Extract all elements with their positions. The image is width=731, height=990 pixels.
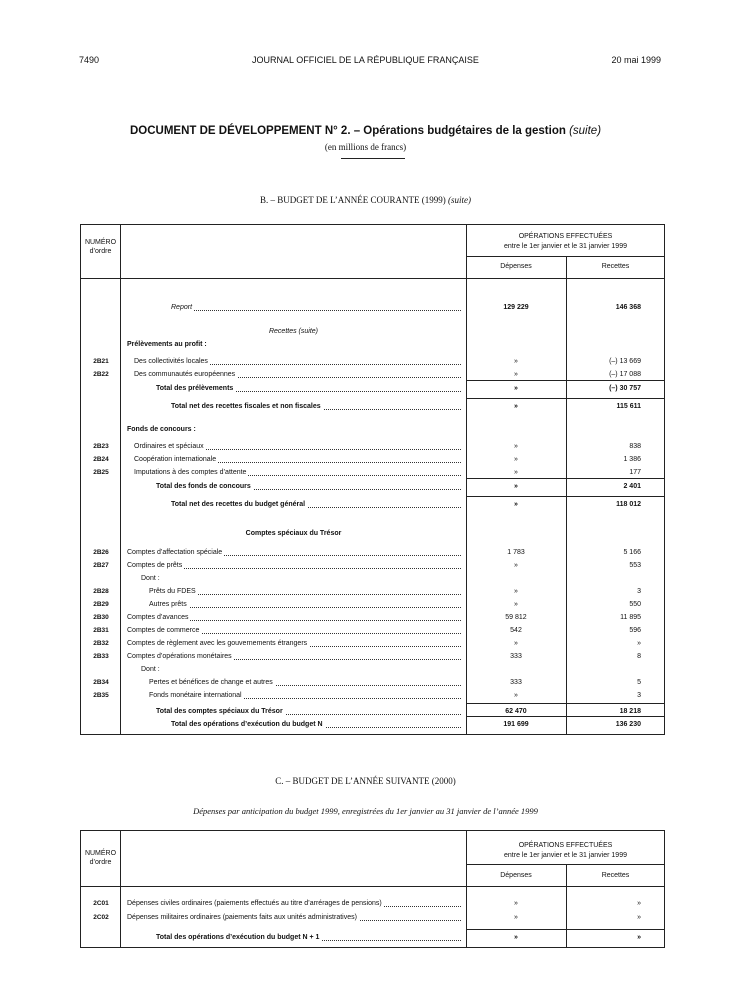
row-code: 2B28 [93,588,109,595]
recettes-value: 8 [637,653,641,660]
depenses-value: » [514,601,518,608]
row-label-text: Report [171,304,193,311]
row-label [134,368,237,381]
document-title-suffix: (suite) [569,125,602,137]
row-label [127,559,184,572]
numero-header [81,849,120,867]
section-b-heading-suffix: (suite) [448,195,471,205]
total-rule [466,380,665,381]
recettes-value: 136 230 [615,721,641,728]
table-row [81,498,666,511]
recettes-value: (–) 17 088 [609,371,641,378]
row-label [134,440,206,453]
depenses-value: 1 783 [507,549,525,556]
depenses-value: » [514,469,518,476]
table-row [81,911,666,924]
recettes-value: » [637,900,641,907]
table-row [81,572,666,585]
leader-dots [149,598,461,608]
row-label-text: Comptes de règlement avec les gouvernements étrangers [127,640,308,647]
recettes-value: 596 [629,627,641,634]
row-code: 2B30 [93,614,109,621]
table-row [81,423,666,436]
table-row [81,718,666,731]
depenses-value: 333 [510,679,522,686]
table-row [81,527,666,540]
row-code: 2B22 [93,371,109,378]
depenses-value: » [514,900,518,907]
row-label-text: Imputations à des comptes d’attente [134,469,247,476]
table-row [81,897,666,910]
depenses-value: » [514,692,518,699]
operations-header-line2: entre le 1er janvier et le 31 janvier 1999 [504,852,627,859]
document-title-main: DOCUMENT DE DÉVELOPPEMENT N° 2. – Opérations budgétaires de la gestion [129,125,566,137]
table-row [81,650,666,663]
recettes-value: 11 895 [620,614,641,621]
depenses-value: 333 [510,653,522,660]
table-row [81,663,666,676]
document-subtitle: (en millions de francs) [324,142,407,152]
row-label-text: Total des fonds de concours [156,483,251,490]
section-c-note: Dépenses par anticipation du budget 1999, enregistrées du 1er janvier au 31 janvier de l’année 1999 [193,806,538,816]
section-b-heading-text: B. – BUDGET DE L’ANNÉE COURANTE (1999) [260,195,446,205]
issue-date: 20 mai 1999 [611,55,661,65]
total-rule [466,703,665,704]
row-label-text: Dépenses civiles ordinaires (paiements effectués au titre d’arrérages de pensions) [127,900,382,907]
row-label [127,911,359,924]
table-row [81,325,666,338]
recettes-header: Recettes [601,872,630,879]
column-divider [120,831,121,947]
total-rule [466,929,665,930]
row-code: 2B26 [93,549,109,556]
table-row [81,598,666,611]
recettes-value: 5 166 [623,549,641,556]
recettes-value: 18 218 [619,708,641,715]
row-label [149,689,244,702]
table-row [81,559,666,572]
row-label [134,453,218,466]
row-section-label: Recettes (suite) [268,328,319,335]
table-row [81,585,666,598]
numero-header-line1: NUMÉRO [84,239,117,246]
operations-header-line2: entre le 1er janvier et le 31 janvier 1999 [504,243,627,250]
recettes-value: 3 [637,588,641,595]
recettes-value: (–) 30 757 [609,385,641,392]
row-code: 2C01 [93,900,109,907]
total-rule [466,478,665,479]
recettes-value: 146 368 [615,304,641,311]
row-label-text: Comptes d’opérations monétaires [127,653,232,660]
row-code: 2B21 [93,358,109,365]
depenses-value: » [514,358,518,365]
header-bottom-rule [81,886,664,887]
row-label-text: Prêts du FDES [149,588,196,595]
row-label [149,676,275,689]
row-label [171,498,307,511]
table-row [81,338,666,351]
page-number: 7490 [79,55,100,65]
depenses-value: » [514,914,518,921]
depenses-value: » [514,562,518,569]
depenses-value: » [514,371,518,378]
table-row [81,689,666,702]
depenses-value: » [514,588,518,595]
depenses-value: 542 [510,627,522,634]
total-rule [466,496,665,497]
row-label-text: Comptes d’avances [127,614,189,621]
table-row [81,546,666,559]
depenses-value: » [514,456,518,463]
header-divider [466,864,665,865]
table-row [81,676,666,689]
depenses-value: » [514,501,518,508]
row-code: 2B31 [93,627,109,634]
row-label [149,585,198,598]
recettes-value: 118 012 [616,501,641,508]
row-label [156,382,235,395]
row-label-text: Total net des recettes du budget général [171,501,306,508]
operations-header-line1: OPÉRATIONS EFFECTUÉES [518,842,613,849]
recettes-value: (–) 13 669 [609,358,641,365]
table-row [81,301,666,314]
row-label [127,650,234,663]
table-row [81,355,666,368]
table-row [81,400,666,413]
operations-header-line1: OPÉRATIONS EFFECTUÉES [518,233,613,240]
row-label [127,611,190,624]
total-rule [466,716,665,717]
table-row [81,931,666,944]
row-code: 2B24 [93,456,109,463]
recettes-value: 177 [629,469,641,476]
row-label [141,572,162,585]
row-label [141,663,162,676]
row-code: 2B29 [93,601,109,608]
budget-2000-table [80,830,665,948]
row-section-label: Comptes spéciaux du Trésor [245,530,342,537]
header-divider [466,256,665,257]
budget-1999-table [80,224,665,735]
depenses-header: Dépenses [500,872,532,879]
total-rule [466,398,665,399]
depenses-value: » [514,385,518,392]
table-row [81,611,666,624]
row-label-text: Total des comptes spéciaux du Trésor [156,708,283,715]
recettes-value: » [637,934,641,941]
row-label-text: Des communautés européennes [134,371,236,378]
row-label-text: Fonds monétaire international [149,692,242,699]
row-code: 2B32 [93,640,109,647]
row-code: 2B23 [93,443,109,450]
depenses-header: Dépenses [500,263,532,270]
row-label-text: Dépenses militaires ordinaires (paiements faits aux unités administratives) [127,914,357,921]
recettes-value: » [637,640,641,647]
row-label-text: Comptes de prêts [127,562,183,569]
row-label-text: Total net des recettes fiscales et non fiscales [171,403,321,410]
numero-header [81,238,120,256]
row-label [156,480,253,493]
numero-header-line2: d’ordre [89,248,112,255]
row-label [134,355,210,368]
row-label [127,546,224,559]
row-label-text: Comptes d’affectation spéciale [127,549,223,556]
depenses-value: 191 699 [503,721,529,728]
row-label [171,301,194,314]
section-c-heading: C. – BUDGET DE L’ANNÉE SUIVANTE (2000) [275,776,456,786]
row-label-text: Des collectivités locales [134,358,208,365]
row-label-text: Total des prélèvements [156,385,234,392]
recettes-value: 550 [629,601,641,608]
row-code: 2C02 [93,914,109,921]
table-row [81,440,666,453]
row-label-text: Fonds de concours : [127,426,196,433]
header-bottom-rule [81,278,664,279]
recettes-value: 838 [629,443,641,450]
depenses-value: » [514,483,518,490]
row-code: 2B33 [93,653,109,660]
recettes-value: 3 [637,692,641,699]
row-label-text: Total des opérations d’exécution du budget N [171,721,323,728]
title-rule [341,158,405,159]
table-row [81,453,666,466]
recettes-value: 1 386 [623,456,641,463]
row-label [156,705,285,718]
row-code: 2B35 [93,692,109,699]
depenses-value: 62 470 [505,708,527,715]
row-label-text: Total des opérations d’exécution du budget N + 1 [156,934,320,941]
row-label-text: Dont : [141,666,160,673]
row-label-text: Prélèvements au profit : [127,341,207,348]
numero-header-line2: d’ordre [89,859,112,866]
table-row [81,480,666,493]
row-label [171,718,325,731]
recettes-value: » [637,914,641,921]
table-row [81,624,666,637]
row-label [127,423,198,436]
operations-header [466,232,665,252]
row-label [127,624,201,637]
recettes-value: 553 [629,562,641,569]
depenses-value: » [514,403,518,410]
row-label [149,598,189,611]
row-code: 2B25 [93,469,109,476]
operations-header [466,841,665,861]
depenses-value: » [514,640,518,647]
row-label [134,466,248,479]
row-label [171,400,323,413]
section-b-heading [0,195,731,205]
depenses-value: 59 812 [505,614,527,621]
recettes-value: 115 611 [616,403,641,410]
row-label [127,897,384,910]
numero-header-line1: NUMÉRO [84,850,117,857]
row-label-text: Pertes et bénéfices de change et autres [149,679,273,686]
recettes-value: 5 [637,679,641,686]
row-code: 2B27 [93,562,109,569]
row-label-text: Dont : [141,575,160,582]
row-label-text: Ordinaires et spéciaux [134,443,204,450]
depenses-value: » [514,443,518,450]
recettes-header: Recettes [601,263,630,270]
leader-dots [171,301,461,311]
row-code: 2B34 [93,679,109,686]
row-label-text: Autres prêts [149,601,187,608]
journal-title: JOURNAL OFFICIEL DE LA RÉPUBLIQUE FRANÇAISE [252,55,479,65]
table-row [81,382,666,395]
row-label [156,931,321,944]
recettes-value: 2 401 [623,483,641,490]
depenses-value: » [514,934,518,941]
depenses-value: 129 229 [503,304,529,311]
document-title [0,125,731,137]
row-label-text: Coopération internationale [134,456,217,463]
table-row [81,637,666,650]
row-label [127,637,309,650]
row-label [127,338,209,351]
row-label-text: Comptes de commerce [127,627,200,634]
